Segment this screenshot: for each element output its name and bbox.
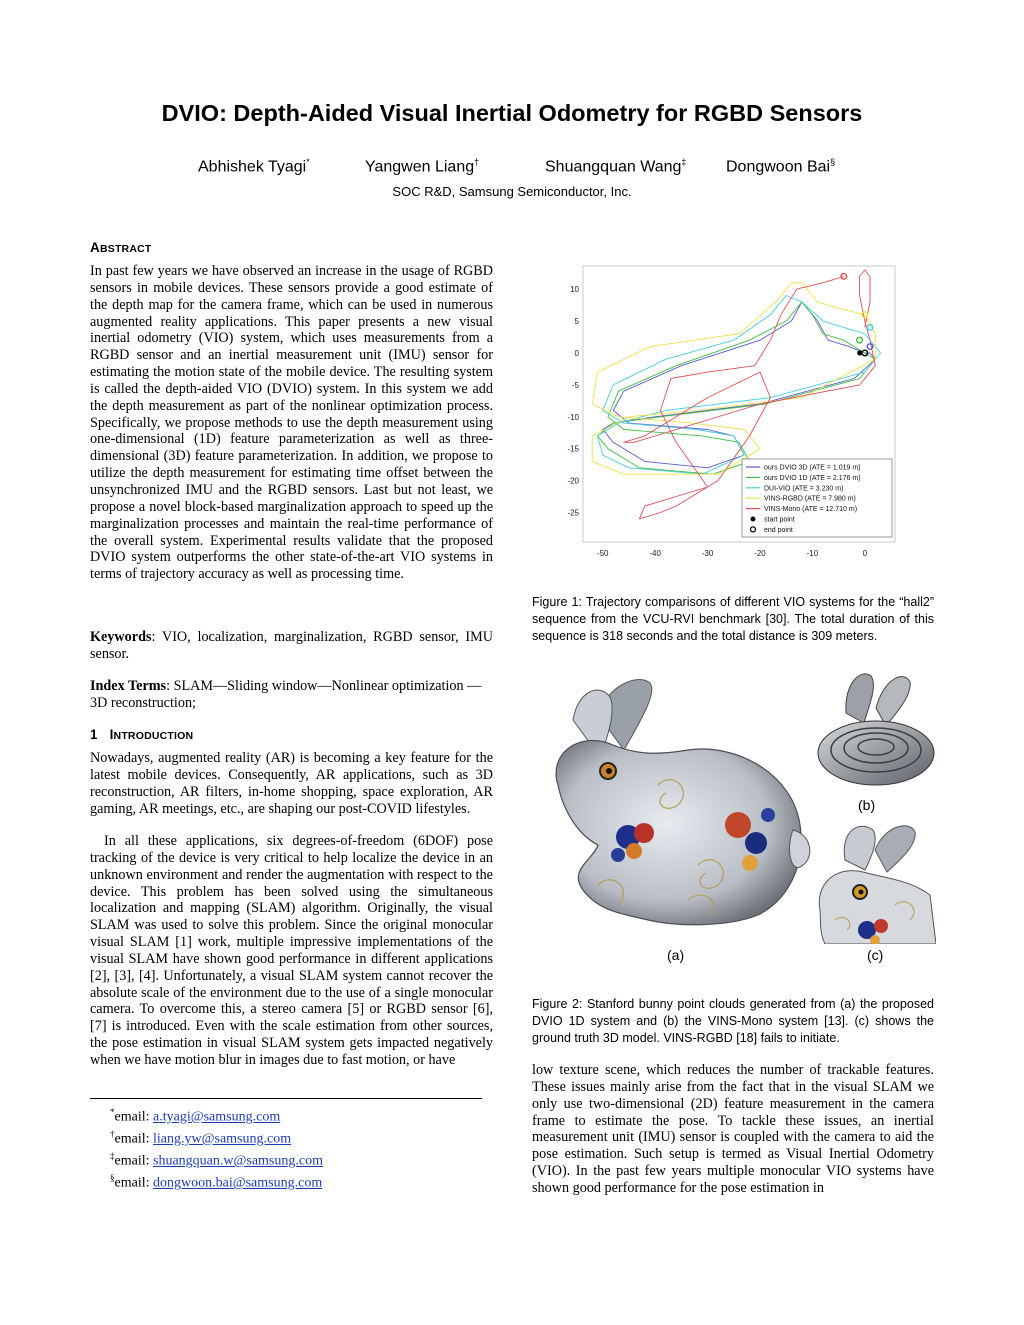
abstract-heading: ABSTRACT <box>90 240 152 255</box>
bunny-a-body <box>556 741 801 925</box>
paper-title: DVIO: Depth-Aided Visual Inertial Odometry for RGBD Sensors <box>161 100 863 126</box>
email-link-liang[interactable]: liang.yw@samsung.com <box>153 1131 292 1147</box>
affiliation: SOC R&D, Samsung Semiconductor, Inc. <box>392 184 632 199</box>
start-point-marker <box>857 350 862 355</box>
bunny-b-image <box>806 668 936 788</box>
legend-entry: VINS-Mono (ATE = 12.710 m) <box>764 506 858 514</box>
y-tick-label: -15 <box>567 444 579 454</box>
intro-paragraph-2: In all these applications, six degrees-of-freedom (6DOF) pose tracking of the device is very critical to help localize the device in an unknown environment and render the augmentation with respect to the device. This problem has been solved using the simultaneous localization and mapping (SLAM) algorithm. Originally, the visual SLAM was used to solve this problem. Since the original monocular visual SLAM [1] work, multiple impressive implementations of the visual SLAM have shown good performance in different applications [2], [3], [4]. Unfortunately, a visual SLAM system cannot recover the absolute scale of the environment due to the use of a single monocular camera. To overcome this, a stereo camera [5] or RGBD sensor [6], [7] is introduced. Even with the scale estimation from other sources, the pose estimation in visual SLAM system gets impacted negatively when we have motion blur in images due to fast motion, or have <box>90 833 493 1068</box>
keywords <box>90 629 493 663</box>
x-tick-label: -40 <box>649 549 661 558</box>
legend-entry: DUI-VIO (ATE = 3.230 m) <box>764 485 844 493</box>
figure-2-label-a: (a) <box>667 947 685 963</box>
figure-2-label-c: (c) <box>867 947 884 963</box>
trajectory-chart <box>560 262 900 562</box>
y-tick-label: 0 <box>574 348 579 358</box>
figure-1-caption: Figure 1: Trajectory comparisons of different VIO systems for the “hall2” sequence from the VCU-RVI benchmark [30]. The total duration of this sequence is 318 seconds and the total distance is 309 meters. <box>532 595 934 643</box>
author-list <box>0 157 1024 179</box>
intro-paragraph-right: low texture scene, which reduces the number of trackable features. These issues mainly arise from the fact that in the visual SLAM we only use two-dimensional (2D) feature measurement in the camera frame to estimate the pose. To tackle these issues, an inertial measurement unit (IMU) sensor is coupled with the camera to aid the pose estimation. Such setup is termed as Visual Inertial Odometry (VIO). In the past few years multiple monocular VIO systems have shown good performance for the pose estimation in <box>532 1062 934 1196</box>
y-tick-label: -5 <box>571 380 579 390</box>
author-1: Abhishek Tyagi* <box>198 157 310 176</box>
footnote-rule <box>90 1098 482 1099</box>
index-terms-text: : SLAM—Sliding window—Nonlinear optimization —3D reconstruction; <box>90 678 482 711</box>
email-link-bai[interactable]: dongwoon.bai@samsung.com <box>153 1176 323 1192</box>
x-tick-label: -50 <box>596 549 609 558</box>
legend-entry: ours DVIO 1D (ATE = 2.176 m) <box>764 474 861 482</box>
bunny-a-tail <box>789 830 809 867</box>
author-2: Yangwen Liang† <box>365 157 480 176</box>
y-tick-label: 5 <box>574 317 579 327</box>
x-tick-label: -20 <box>754 549 766 558</box>
figure-2-caption: Figure 2: Stanford bunny point clouds generated from (a) the proposed DVIO 1D system and (b) the VINS-Mono system [13]. (c) shows the ground truth 3D model. VINS-RGBD [18] fails to initiate. <box>532 997 934 1045</box>
y-tick-label: -25 <box>567 508 579 518</box>
keywords-text: : VIO, localization, marginalization, RGBD sensor, IMU sensor. <box>90 629 493 662</box>
footnote-1: *email: a.tyagi@samsung.com <box>110 1107 281 1125</box>
chart-legend <box>742 459 892 537</box>
x-tick-label: -30 <box>701 549 714 558</box>
bunny-c-body <box>819 871 936 944</box>
legend-entry-start: start point <box>764 516 795 524</box>
abstract-text: In past few years we have observed an increase in the usage of RGBD sensors in mobile devices. These sensors provide a good estimate of the depth map for the camera frame, which can be used in numerous augmented reality applications. This paper presents a new visual inertial odometry (VIO) system, which uses measurements from a RGBD sensor and an inertial measurement unit (IMU) sensor for estimating the motion state of the mobile device. The resulting system is called the depth-aided VIO (DVIO) system. In this system we add the depth measurement as part of the nonlinear optimization process. Specifically, we propose methods to use the depth measurement using one-dimensional (1D) feature parameterization as well as three-dimensional (3D) feature parameterization. In addition, we propose to utilize the depth measurement for estimating time offset between the unsynchronized IMU and the RGBD sensors. Last but not least, we propose a novel block-based marginalization approach to speed up the marginalization processes and maintain the real-time performance of the overall system. Experimental results validate that the proposed DVIO system outperforms the other state-of-the-art VIO systems in terms of trajectory accuracy as well as processing time. <box>90 263 493 583</box>
footnote-3: ‡email: shuangquan.w@samsung.com <box>110 1151 323 1169</box>
x-tick-label: 0 <box>862 549 868 558</box>
y-tick-label: -10 <box>567 412 579 422</box>
bunny-c-ear <box>844 826 875 870</box>
keywords-label: Keywords <box>90 629 152 645</box>
footnote-2: †email: liang.yw@samsung.com <box>110 1129 292 1147</box>
bunny-a-image <box>538 675 815 930</box>
index-terms-label: Index Terms <box>90 678 167 694</box>
bunny-c-ear-2 <box>875 826 915 872</box>
legend-start-swatch <box>751 517 756 522</box>
email-link-wang[interactable]: shuangquan.w@samsung.com <box>153 1153 323 1169</box>
author-4: Dongwoon Bai§ <box>726 157 836 176</box>
x-tick-label: -10 <box>806 549 819 558</box>
legend-entry: ours DVIO 3D (ATE = 1.019 m) <box>764 464 861 472</box>
figure-2-label-b: (b) <box>858 797 876 813</box>
email-link-tyagi[interactable]: a.tyagi@samsung.com <box>153 1109 281 1125</box>
author-3: Shuangquan Wang‡ <box>545 157 687 176</box>
bunny-b-body <box>818 721 934 785</box>
legend-entry-end: end point <box>764 526 793 534</box>
bunny-b-ear-2 <box>876 677 910 726</box>
y-tick-label: 10 <box>570 285 579 295</box>
bunny-b-ear <box>846 674 874 723</box>
bunny-c-pupil <box>859 890 864 895</box>
y-axis-ticks <box>567 285 579 517</box>
intro-paragraph-1: Nowadays, augmented reality (AR) is becoming a key feature for the latest mobile devices. Consequently, AR applications, such as 3D reconstruction, AR filters, in-home shopping, space exploration, AR gaming, AR meetings, etc., are shaping our post-COVID lifestyles. <box>90 750 493 817</box>
bunny-a-pupil <box>606 768 612 774</box>
index-terms <box>90 678 493 712</box>
y-tick-label: -20 <box>567 476 579 486</box>
bunny-c-image <box>815 820 936 944</box>
footnotes <box>110 1104 323 1193</box>
legend-entry: VINS-RGBD (ATE = 7.980 m) <box>764 495 856 503</box>
footnote-4: §email: dongwoon.bai@samsung.com <box>110 1173 323 1192</box>
introduction-heading: 1 INTRODUCTION <box>90 727 194 742</box>
x-axis-ticks <box>597 549 868 558</box>
